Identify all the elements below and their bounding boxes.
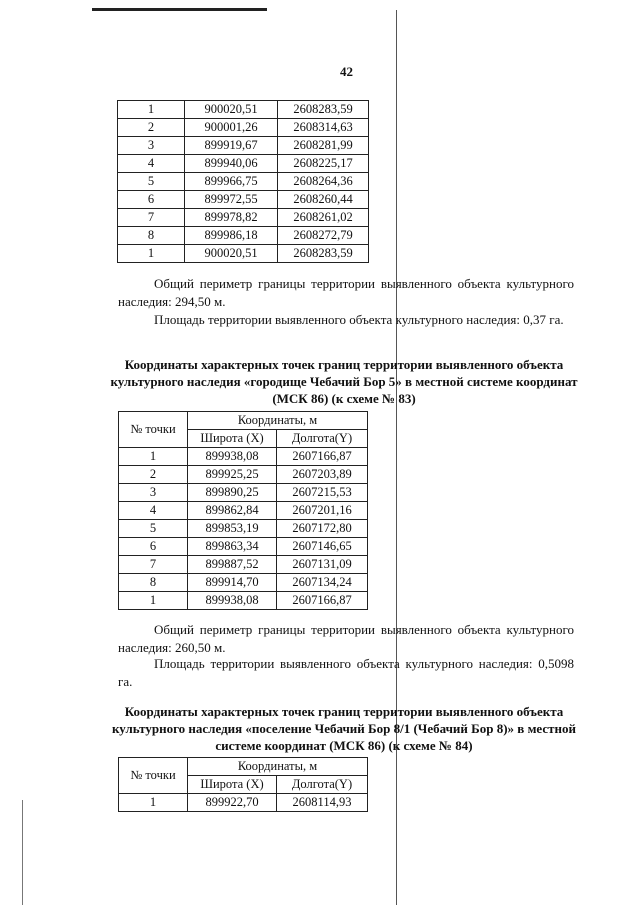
table-header-row xyxy=(119,412,368,430)
latitude-cell: 899887,52 xyxy=(188,556,277,574)
header-coordinates: Координаты, м xyxy=(188,412,368,430)
latitude-cell: 899940,06 xyxy=(185,155,278,173)
longitude-cell: 2607146,65 xyxy=(277,538,368,556)
longitude-cell: 2607134,24 xyxy=(277,574,368,592)
longitude-cell: 2608314,63 xyxy=(278,119,369,137)
latitude-cell: 899972,55 xyxy=(185,191,278,209)
table-row xyxy=(119,538,368,556)
table-row xyxy=(119,466,368,484)
latitude-cell: 899862,84 xyxy=(188,502,277,520)
table-row xyxy=(119,592,368,610)
header-latitude: Широта (X) xyxy=(188,776,277,794)
header-coordinates: Координаты, м xyxy=(188,758,368,776)
longitude-cell: 2608283,59 xyxy=(278,101,369,119)
latitude-cell: 900020,51 xyxy=(185,245,278,263)
point-number-cell: 2 xyxy=(119,466,188,484)
table-row xyxy=(118,245,369,263)
longitude-cell: 2608264,36 xyxy=(278,173,369,191)
header-point-number: № точки xyxy=(119,412,188,448)
point-number-cell: 8 xyxy=(118,227,185,245)
point-number-cell: 4 xyxy=(118,155,185,173)
longitude-cell: 2608260,44 xyxy=(278,191,369,209)
point-number-cell: 7 xyxy=(118,209,185,227)
table-row xyxy=(119,448,368,466)
table-row xyxy=(119,794,368,812)
scan-margin-mark xyxy=(22,800,23,905)
table-header-row xyxy=(119,758,368,776)
table-row xyxy=(118,209,369,227)
longitude-cell: 2608114,93 xyxy=(277,794,368,812)
latitude-cell: 900001,26 xyxy=(185,119,278,137)
point-number-cell: 5 xyxy=(119,520,188,538)
header-longitude: Долгота(Y) xyxy=(277,776,368,794)
longitude-cell: 2607172,80 xyxy=(277,520,368,538)
latitude-cell: 899914,70 xyxy=(188,574,277,592)
longitude-cell: 2608225,17 xyxy=(278,155,369,173)
header-latitude: Широта (X) xyxy=(188,430,277,448)
latitude-cell: 899938,08 xyxy=(188,592,277,610)
area-text-1: Площадь территории выявленного объекта культурного наследия: 0,37 га. xyxy=(154,312,564,327)
point-number-cell: 1 xyxy=(119,794,188,812)
latitude-cell: 899853,19 xyxy=(188,520,277,538)
table-row xyxy=(118,155,369,173)
point-number-cell: 3 xyxy=(119,484,188,502)
latitude-cell: 899922,70 xyxy=(188,794,277,812)
top-rule xyxy=(92,8,267,11)
perimeter-text-2: Общий периметр границы территории выявленного объекта культурного наследия: 260,50 м. xyxy=(118,622,574,655)
point-number-cell: 8 xyxy=(119,574,188,592)
header-longitude: Долгота(Y) xyxy=(277,430,368,448)
latitude-cell: 899966,75 xyxy=(185,173,278,191)
table-row xyxy=(119,556,368,574)
latitude-cell: 900020,51 xyxy=(185,101,278,119)
page-number: 42 xyxy=(340,64,353,79)
point-number-cell: 1 xyxy=(119,592,188,610)
perimeter-text-1: Общий периметр границы территории выявленного объекта культурного наследия: 294,50 м. xyxy=(118,276,574,309)
longitude-cell: 2608281,99 xyxy=(278,137,369,155)
point-number-cell: 6 xyxy=(119,538,188,556)
table-body xyxy=(119,794,368,812)
longitude-cell: 2608272,79 xyxy=(278,227,369,245)
longitude-cell: 2607201,16 xyxy=(277,502,368,520)
point-number-cell: 1 xyxy=(119,448,188,466)
longitude-cell: 2607166,87 xyxy=(277,448,368,466)
table-row xyxy=(118,173,369,191)
point-number-cell: 6 xyxy=(118,191,185,209)
table-body xyxy=(119,448,368,610)
longitude-cell: 2607166,87 xyxy=(277,592,368,610)
point-number-cell: 7 xyxy=(119,556,188,574)
latitude-cell: 899863,34 xyxy=(188,538,277,556)
longitude-cell: 2607203,89 xyxy=(277,466,368,484)
latitude-cell: 899986,18 xyxy=(185,227,278,245)
longitude-cell: 2608283,59 xyxy=(278,245,369,263)
longitude-cell: 2608261,02 xyxy=(278,209,369,227)
table-row xyxy=(118,191,369,209)
table-body xyxy=(118,101,369,263)
table-row xyxy=(118,227,369,245)
table-row xyxy=(119,484,368,502)
table-row xyxy=(119,520,368,538)
longitude-cell: 2607215,53 xyxy=(277,484,368,502)
area-text-2: Площадь территории выявленного объекта культурного наследия: 0,5098 га. xyxy=(118,656,574,689)
table-row xyxy=(118,119,369,137)
latitude-cell: 899890,25 xyxy=(188,484,277,502)
point-number-cell: 4 xyxy=(119,502,188,520)
table-row xyxy=(118,137,369,155)
point-number-cell: 1 xyxy=(118,245,185,263)
point-number-cell: 3 xyxy=(118,137,185,155)
latitude-cell: 899978,82 xyxy=(185,209,278,227)
section-heading-cheb-bor-5: Координаты характерных точек границ территории выявленного объекта культурного наследия «городище Чебачий Бор 5» в местной системе координат (МСК 86) (к схеме № 83) xyxy=(110,357,578,406)
section-heading-cheb-bor-8: Координаты характерных точек границ территории выявленного объекта культурного наследия «поселение Чебачий Бор 8/1 (Чебачий Бор 8)» в местной системе координат (МСК 86) (к схеме № 84) xyxy=(112,704,576,753)
latitude-cell: 899919,67 xyxy=(185,137,278,155)
latitude-cell: 899938,08 xyxy=(188,448,277,466)
table-row xyxy=(119,574,368,592)
table-row xyxy=(119,502,368,520)
table-row xyxy=(118,101,369,119)
point-number-cell: 1 xyxy=(118,101,185,119)
point-number-cell: 5 xyxy=(118,173,185,191)
latitude-cell: 899925,25 xyxy=(188,466,277,484)
coordinates-table-cheb-bor-8 xyxy=(118,757,368,812)
point-number-cell: 2 xyxy=(118,119,185,137)
coordinates-table-cheb-bor-5 xyxy=(118,411,368,610)
header-point-number: № точки xyxy=(119,758,188,794)
longitude-cell: 2607131,09 xyxy=(277,556,368,574)
coordinates-table-continued xyxy=(117,100,369,263)
scan-artifact-line xyxy=(396,10,397,905)
